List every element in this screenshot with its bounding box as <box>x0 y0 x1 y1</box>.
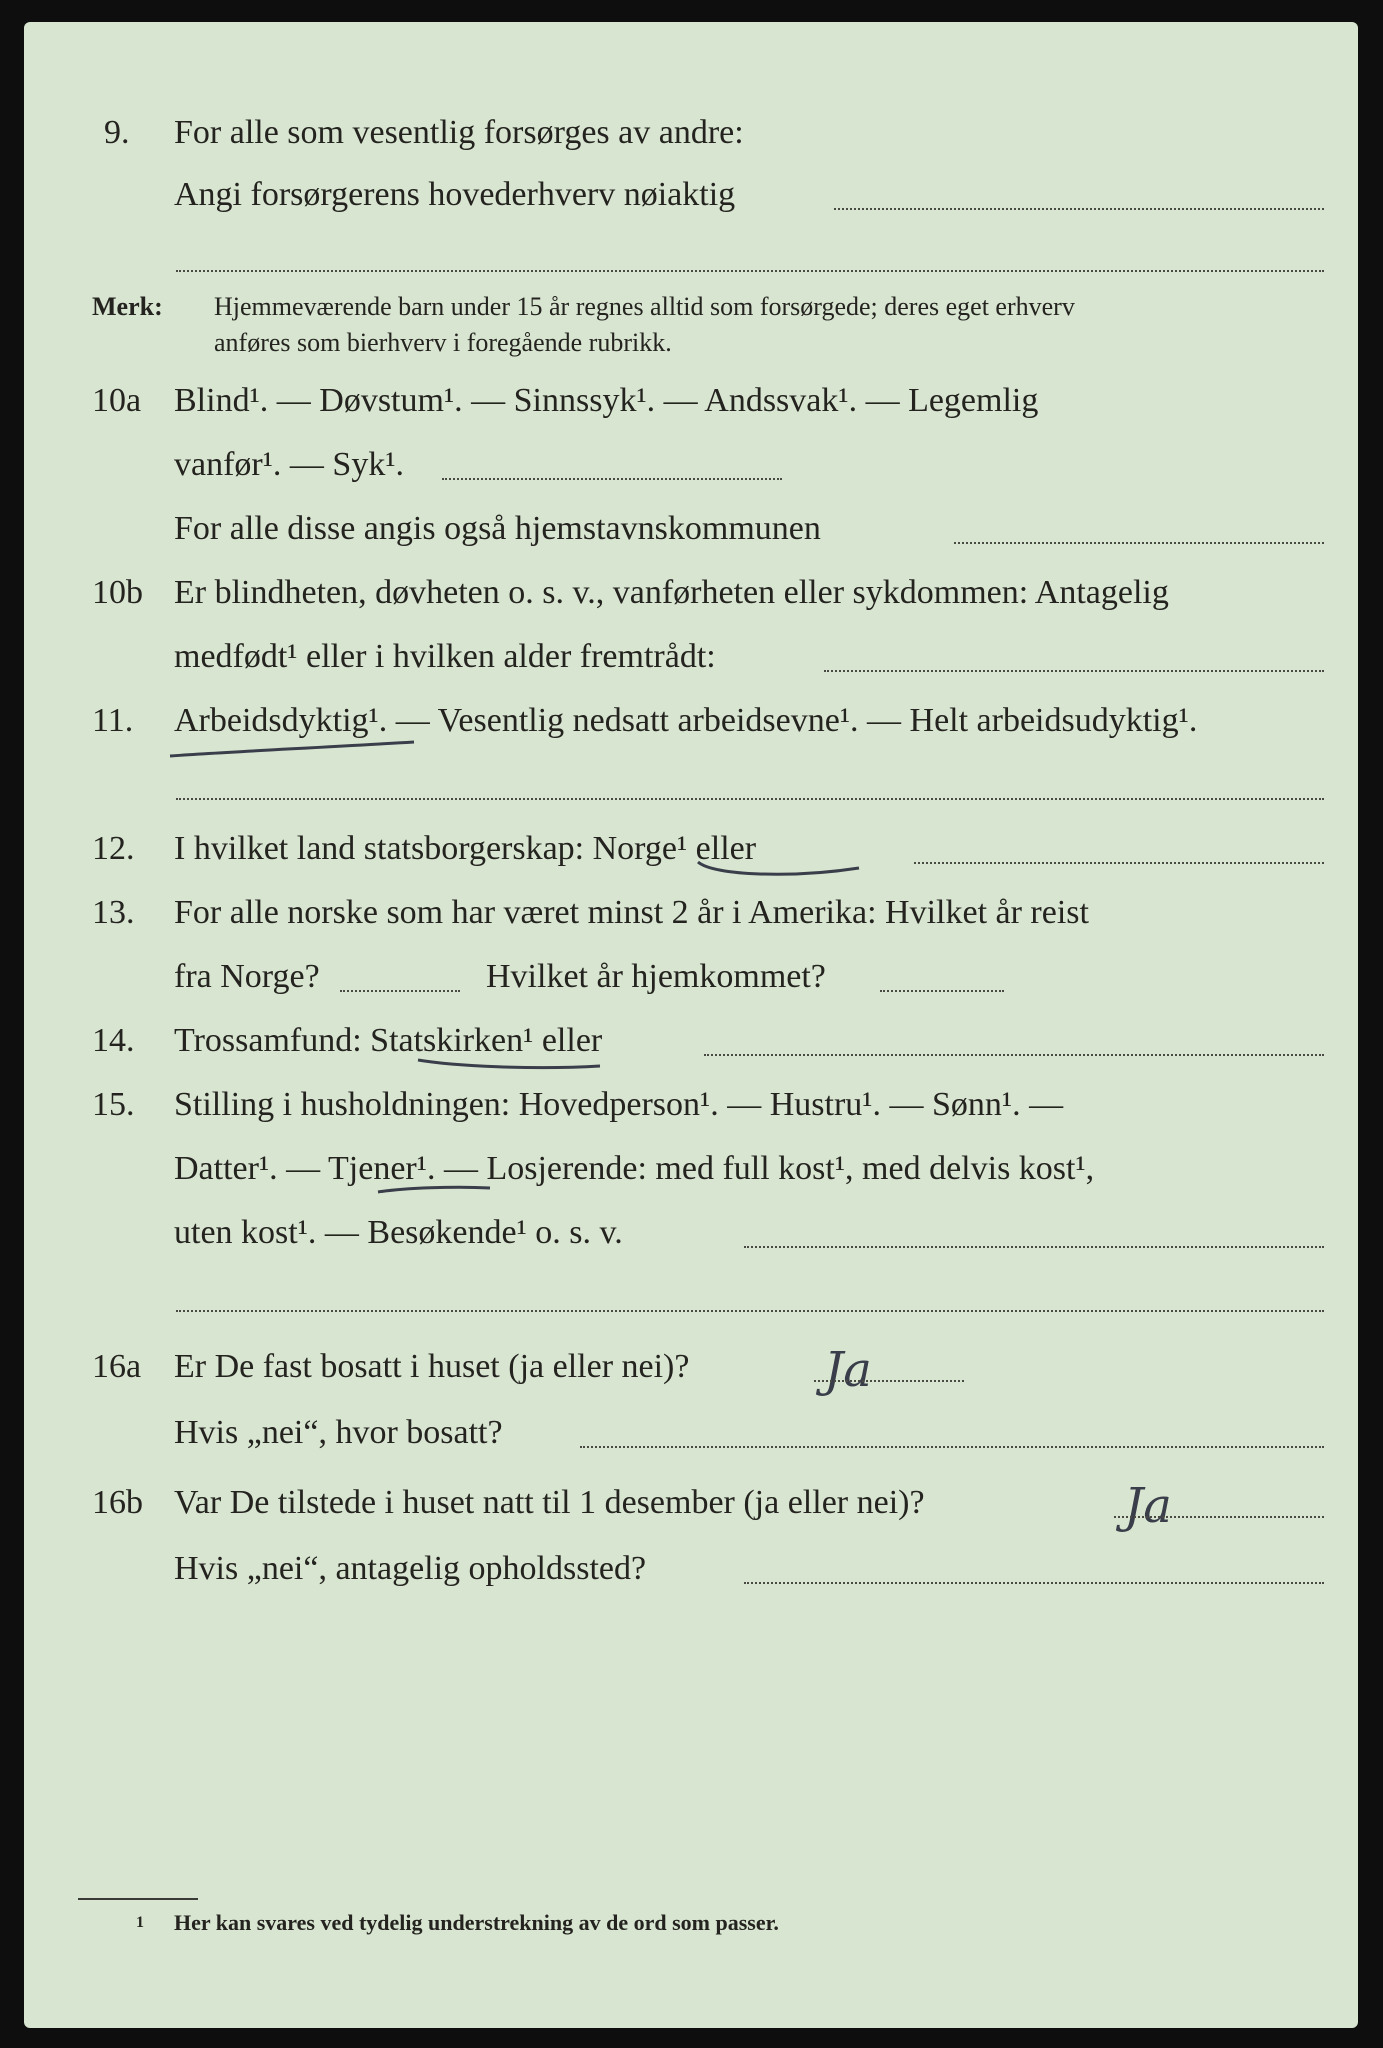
q13-line2a: fra Norge? <box>174 958 320 995</box>
q10a-number: 10a <box>92 382 142 419</box>
q10a-syk-line[interactable] <box>442 478 782 480</box>
q15-line3: uten kost¹. — Besøkende¹ o. s. v. <box>174 1214 623 1251</box>
q16b-handwritten-answer: Ja <box>1124 1478 1172 1534</box>
q11-line1: Arbeidsdyktig¹. — Vesentlig nedsatt arbeidsevne¹. — Helt arbeidsudyktig¹. <box>174 702 1198 739</box>
q9-answer-line[interactable] <box>834 208 1324 210</box>
census-form-page <box>24 22 1358 2028</box>
q15-answer-line[interactable] <box>744 1246 1324 1248</box>
q16a-number: 16a <box>92 1348 142 1385</box>
q13-hjemkommet-line[interactable] <box>880 990 1004 992</box>
q13-number: 13. <box>92 894 135 931</box>
q15-handwritten-underline <box>374 1180 494 1204</box>
q14-number: 14. <box>92 1022 135 1059</box>
footnote-mark: 1 <box>136 1914 144 1931</box>
q15-number: 15. <box>92 1086 135 1123</box>
q13-line2b: Hvilket år hjemkommet? <box>486 958 826 995</box>
q9-number: 9. <box>104 114 130 151</box>
q16a-line1: Er De fast bosatt i huset (ja eller nei)? <box>174 1348 690 1385</box>
q9-line2: Angi forsørgerens hovederhverv nøiaktig <box>174 176 736 213</box>
q10b-number: 10b <box>92 574 143 611</box>
q13-reist-line[interactable] <box>340 990 460 992</box>
q16b-answer-line[interactable] <box>1114 1516 1324 1518</box>
q12-line1: I hvilket land statsborgerskap: Norge¹ eller <box>174 830 757 867</box>
q16a-line2: Hvis „nei“, hvor bosatt? <box>174 1414 503 1451</box>
merk-line2: anføres som bierhverv i foregående rubrikk. <box>214 328 672 357</box>
q10b-answer-line[interactable] <box>824 670 1324 672</box>
footnote-rule <box>78 1898 198 1900</box>
q10a-line1: Blind¹. — Døvstum¹. — Sinnssyk¹. — Andssvak¹. — Legemlig <box>174 382 1039 419</box>
q11-handwritten-underline <box>164 734 424 764</box>
q15-line2: Datter¹. — Tjener¹. — Losjerende: med full kost¹, med delvis kost¹, <box>174 1150 1095 1187</box>
q16a-handwritten-answer: Ja <box>824 1342 872 1398</box>
q10b-line2: medfødt¹ eller i hvilken alder fremtrådt: <box>174 638 716 675</box>
q16a-bosatt-line[interactable] <box>580 1446 1324 1448</box>
merk-label: Merk: <box>92 292 163 321</box>
q14-answer-line[interactable] <box>704 1054 1324 1056</box>
q15-answer-line-2[interactable] <box>176 1310 1324 1312</box>
q10b-line1: Er blindheten, døvheten o. s. v., vanførheten eller sykdommen: Antagelig <box>174 574 1169 611</box>
merk-line1: Hjemmeværende barn under 15 år regnes alltid som forsørgede; deres eget erhverv <box>214 292 1075 321</box>
q10a-line3: For alle disse angis også hjemstavnskommunen <box>174 510 821 547</box>
q12-answer-line[interactable] <box>914 862 1324 864</box>
q16b-line1: Var De tilstede i huset natt til 1 desember (ja eller nei)? <box>174 1484 925 1521</box>
q10a-kommune-line[interactable] <box>954 542 1324 544</box>
q12-number: 12. <box>92 830 135 867</box>
q11-answer-line[interactable] <box>176 798 1324 800</box>
q16b-line2: Hvis „nei“, antagelig opholdssted? <box>174 1550 647 1587</box>
q15-line1: Stilling i husholdningen: Hovedperson¹. — Hustru¹. — Sønn¹. — <box>174 1086 1064 1123</box>
q16b-number: 16b <box>92 1484 143 1521</box>
q11-number: 11. <box>92 702 134 739</box>
q16b-opholdssted-line[interactable] <box>744 1582 1324 1584</box>
q14-handwritten-underline <box>414 1052 604 1082</box>
q9-line1: For alle som vesentlig forsørges av andre: <box>174 114 744 151</box>
q10a-line2: vanfør¹. — Syk¹. <box>174 446 405 483</box>
q14-line1: Trossamfund: Statskirken¹ eller <box>174 1022 603 1059</box>
q13-line1: For alle norske som har været minst 2 år i Amerika: Hvilket år reist <box>174 894 1089 931</box>
q9-answer-line-2[interactable] <box>176 270 1324 272</box>
footnote-text: Her kan svares ved tydelig understrekning av de ord som passer. <box>174 1910 779 1935</box>
q16a-answer-line[interactable] <box>814 1380 964 1382</box>
q12-handwritten-underline <box>694 856 864 886</box>
